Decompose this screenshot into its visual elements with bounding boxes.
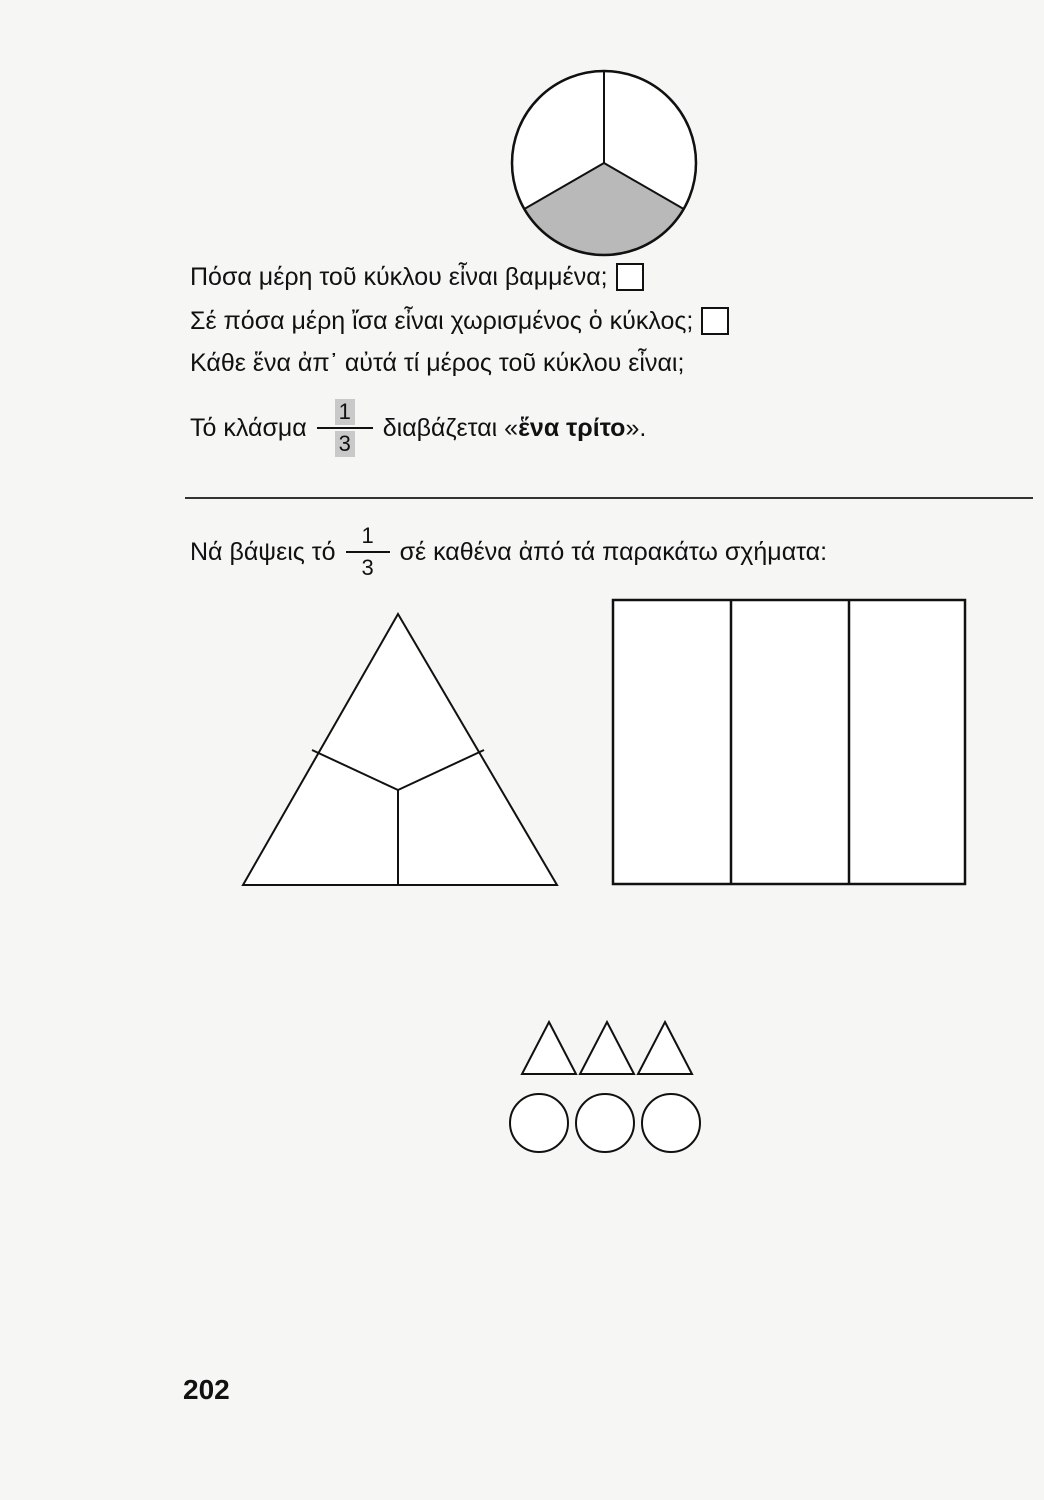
fraction-reading: ἕνα τρίτο	[518, 414, 626, 442]
question-text: Κάθε ἕνα ἀπ᾽ αὐτά τί μέρος τοῦ κύκλου εἶναι;	[190, 349, 685, 377]
fraction-sentence	[190, 388, 646, 468]
fraction-suffix: ».	[625, 414, 647, 442]
section-divider	[185, 497, 1033, 499]
instruction-suffix: σέ καθένα ἀπό τά παρακάτω σχήματα:	[399, 538, 828, 566]
small-circle	[642, 1094, 700, 1152]
fraction-denominator: 3	[335, 431, 355, 457]
fraction-one-third	[317, 399, 373, 457]
small-triangle	[580, 1022, 634, 1074]
small-circles-group[interactable]	[508, 1092, 702, 1154]
fraction-middle: διαβάζεται «	[382, 414, 519, 442]
instruction-prefix: Νά βάψεις τό	[190, 538, 336, 566]
triangle-divided-in-thirds[interactable]	[240, 612, 560, 887]
fraction-bar	[346, 551, 390, 553]
fraction-bar	[317, 427, 373, 429]
rectangle-divided-in-thirds[interactable]	[611, 598, 967, 886]
circle-divided-in-thirds	[509, 68, 699, 258]
question-shaded-parts	[190, 262, 644, 292]
page-number: 202	[183, 1374, 230, 1405]
question-text: Πόσα μέρη τοῦ κύκλου εἶναι βαμμένα;	[190, 263, 608, 291]
small-circle	[576, 1094, 634, 1152]
fraction-prefix: Τό κλάσμα	[190, 414, 307, 442]
fraction-denominator: 3	[361, 555, 374, 580]
question-equal-parts	[190, 306, 729, 336]
small-triangles-group[interactable]	[519, 1020, 695, 1076]
question-each-part	[190, 348, 684, 378]
answer-box[interactable]	[701, 307, 729, 335]
fraction-numerator: 1	[335, 399, 355, 425]
answer-box[interactable]	[616, 263, 644, 291]
small-triangle	[638, 1022, 692, 1074]
fraction-numerator: 1	[361, 523, 374, 548]
instruction-fraction	[346, 523, 390, 581]
small-triangle	[522, 1022, 576, 1074]
instruction-line	[190, 512, 827, 592]
small-circle	[510, 1094, 568, 1152]
question-text: Σέ πόσα μέρη ἴσα εἶναι χωρισμένος ὁ κύκλος;	[190, 307, 694, 335]
